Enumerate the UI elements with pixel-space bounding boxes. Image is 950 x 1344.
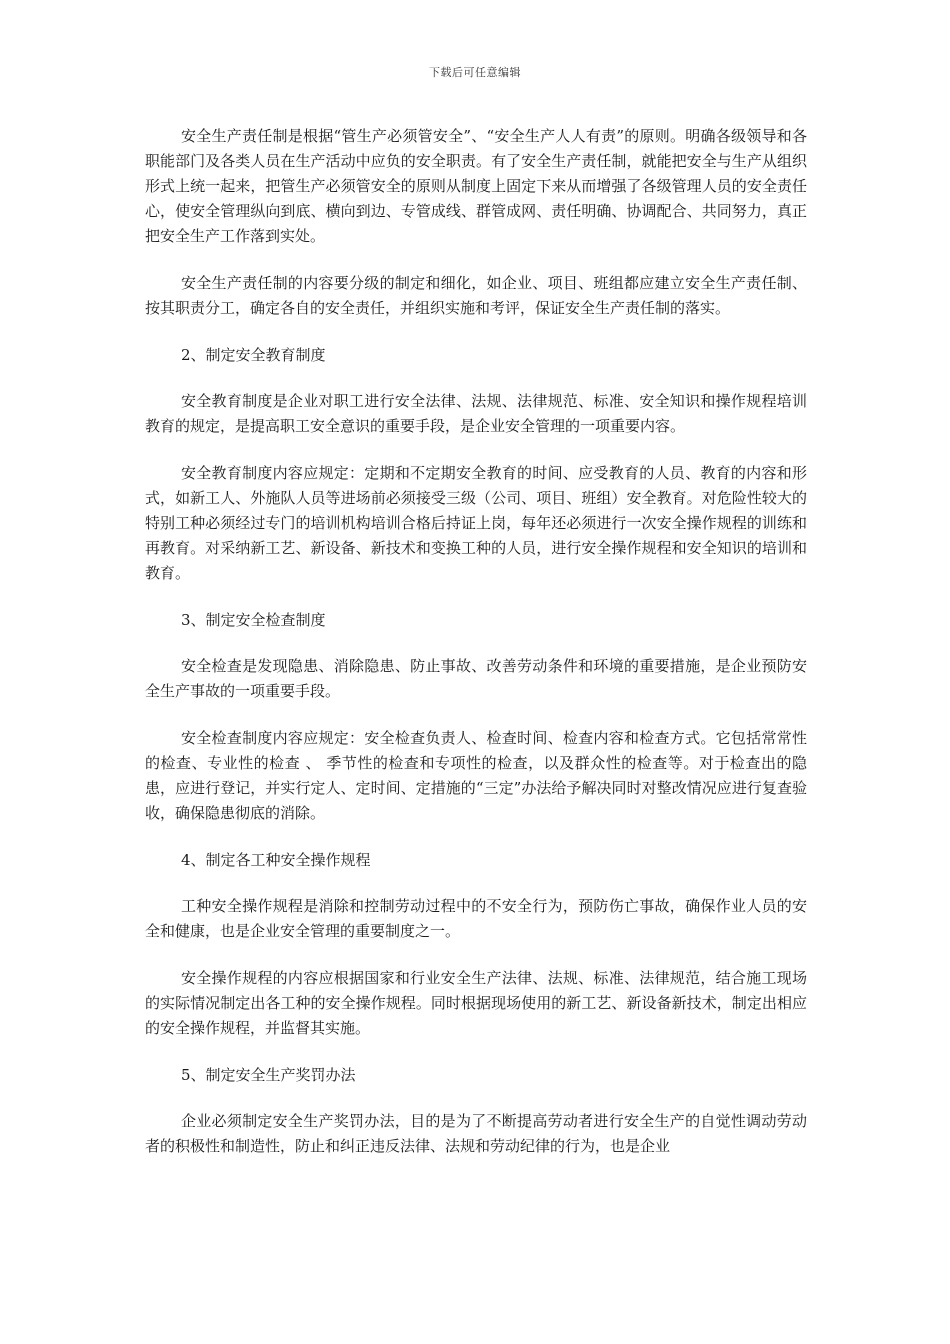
paragraph-education-intro: 安全教育制度是企业对职工进行安全法律、法规、法律规范、标准、安全知识和操作规程培训教育的规定，是提高职工安全意识的重要手段，是企业安全管理的一项重要内容。 [145, 392, 807, 435]
section-heading-rewards: 5、制定安全生产奖罚办法 [181, 1066, 356, 1084]
section-heading-inspection: 3、制定安全检查制度 [181, 611, 326, 629]
paragraph-operation-content: 安全操作规程的内容应根据国家和行业安全生产法律、法规、标准、法律规范，结合施工现场的实际情况制定出各工种的安全操作规程。同时根据现场使用的新工艺、新设备新技术，制定出相应的安全操作规程，并监督其实施。 [145, 969, 807, 1037]
paragraph-responsibility-intro: 安全生产责任制是根据“管生产必须管安全”、“安全生产人人有责”的原则。明确各级领导和各职能部门及各类人员在生产活动中应负的安全职责。有了安全生产责任制，就能把安全与生产从组织形式上统一起来，把管生产必须管安全的原则从制度上固定下来从而增强了各级管理人员的安全责任心，使安全管理纵向到底、横向到边、专管成线、群管成网、责任明确、协调配合、共同努力，真正把安全生产工作落到实处。 [145, 127, 807, 245]
paragraph-responsibility-content: 安全生产责任制的内容要分级的制定和细化，如企业、项目、班组都应建立安全生产责任制、按其职责分工，确定各自的安全责任，并组织实施和考评，保证安全生产责任制的落实。 [145, 274, 807, 317]
section-heading-education: 2、制定安全教育制度 [181, 346, 326, 364]
header-note: 下载后可任意编辑 [429, 66, 521, 79]
document-body [145, 124, 807, 1181]
paragraph-inspection-content: 安全检查制度内容应规定：安全检查负责人、检查时间、检查内容和检查方式。它包括常常性的检查、专业性的检查 、 季节性的检查和专项性的检查，以及群众性的检查等。对于检查出的隐患，应进行登记，并实行定人、定时间、定措施的“三定”办法给予解决同时对整改情况应进行复查验收，确保隐患彻底的消除。 [145, 729, 807, 822]
paragraph-education-content: 安全教育制度内容应规定：定期和不定期安全教育的时间、应受教育的人员、教育的内容和形式，如新工人、外施队人员等进场前必须接受三级（公司、项目、班组）安全教育。对危险性较大的特别工种必须经过专门的培训机构培训合格后持证上岗，每年还必须进行一次安全操作规程的训练和再教育。对采纳新工艺、新设备、新技术和变换工种的人员，进行安全操作规程和安全知识的培训和教育。 [145, 464, 807, 582]
paragraph-operation-intro: 工种安全操作规程是消除和控制劳动过程中的不安全行为，预防伤亡事故，确保作业人员的安全和健康，也是企业安全管理的重要制度之一。 [145, 897, 807, 940]
section-heading-operation-rules: 4、制定各工种安全操作规程 [181, 851, 371, 869]
paragraph-inspection-intro: 安全检查是发现隐患、消除隐患、防止事故、改善劳动条件和环境的重要措施，是企业预防安全生产事故的一项重要手段。 [145, 657, 807, 700]
paragraph-rewards-intro: 企业必须制定安全生产奖罚办法，目的是为了不断提高劳动者进行安全生产的自觉性调动劳动者的积极性和制造性，防止和纠正违反法律、法规和劳动纪律的行为，也是企业 [145, 1112, 807, 1155]
